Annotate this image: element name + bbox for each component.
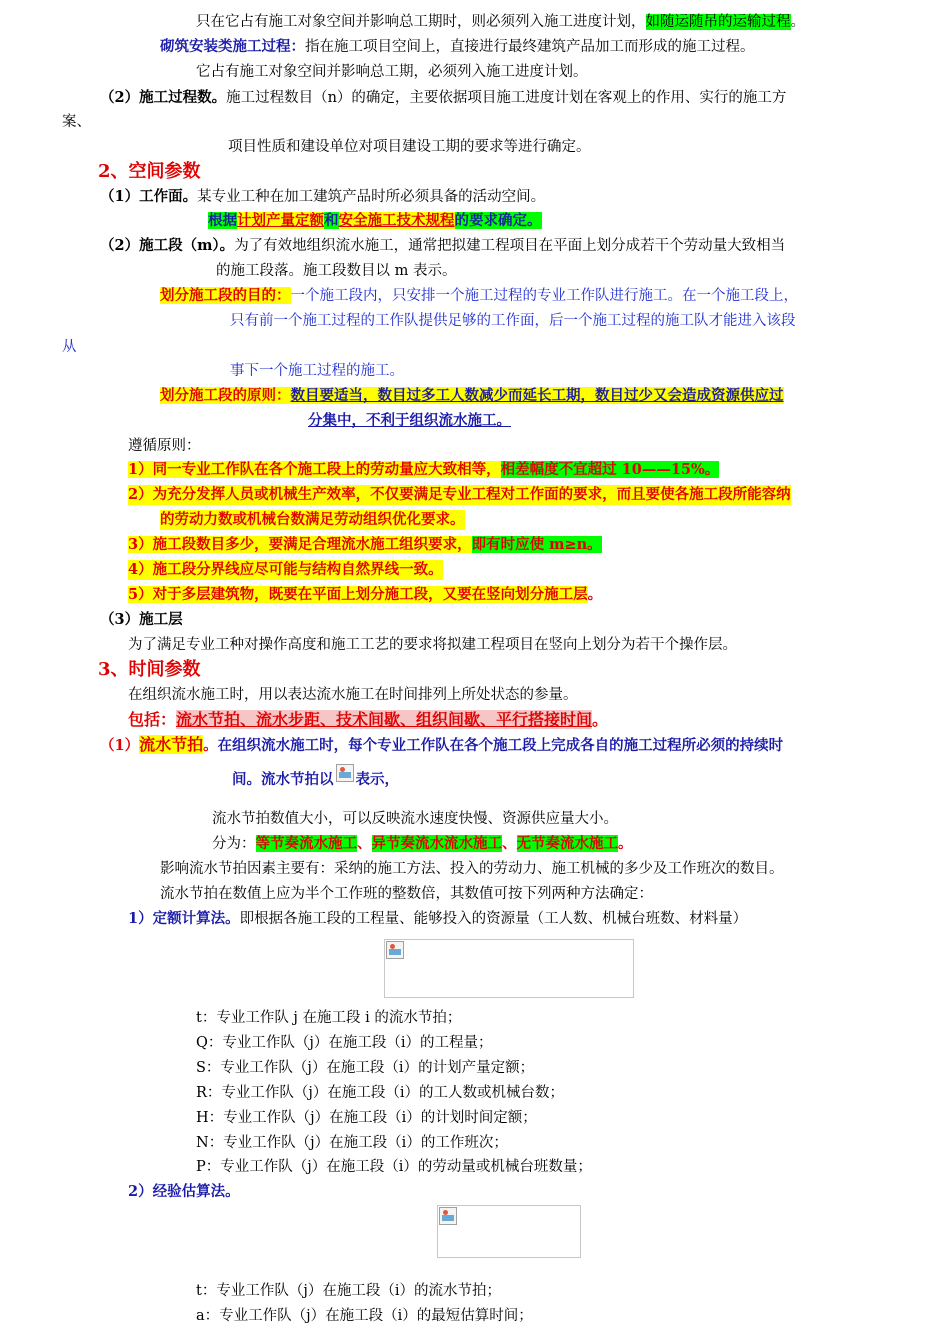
- para-line: （1）工作面。某专业工种在加工建筑产品时所必须具备的活动空间。: [100, 188, 546, 205]
- para-line: 划分施工段的原则：数目要适当，数目过多工人数减少而延长工期，数目过少又会造成资源供应过: [160, 387, 784, 404]
- para-line: 2）经验估算法。: [128, 1183, 240, 1200]
- definition-line: Q：专业工作队（j）在施工段（i）的工程量；: [196, 1035, 493, 1051]
- rule-item: 5）对于多层建筑物，既要在平面上划分施工段，又要在竖向划分施工层。: [128, 586, 603, 603]
- broken-image-icon: [386, 941, 404, 959]
- definition-line: N：专业工作队（j）在施工段（i）的工作班次；: [196, 1135, 508, 1151]
- para-line: 根据计划产量定额和安全施工技术规程的要求确定。: [208, 212, 542, 229]
- para-line: 间。流水节拍以 表示，: [232, 770, 399, 790]
- para-line: 只有前一个施工过程的工作队提供足够的工作面，后一个施工过程的施工队才能进入该段: [230, 313, 796, 329]
- para-line: 事下一个施工过程的施工。: [230, 363, 404, 379]
- formula-image-frame: [437, 1205, 581, 1258]
- para-line: 它占有施工对象空间并影响总工期，必须列入施工进度计划。: [196, 64, 588, 80]
- para-line: 砌筑安装类施工过程：指在施工项目空间上，直接进行最终建筑产品加工而形成的施工过程。: [160, 38, 755, 55]
- para-line: （2）施工过程数。施工过程数目（n）的确定，主要依据项目施工进度计划在客观上的作用、实行的施工方: [100, 89, 787, 106]
- definition-line: S：专业工作队（j）在施工段（i）的计划产量定额；: [196, 1060, 535, 1076]
- para-line: （2）施工段（m）。为了有效地组织流水施工，通常把拟建工程项目在平面上划分成若干个劳动量大致相当: [100, 237, 786, 254]
- para-line: 从: [62, 339, 77, 355]
- rule-item: 2）为充分发挥人员或机械生产效率，不仅要满足专业工程对工作面的要求，而且要使各施工段所能容纳: [128, 486, 791, 503]
- para-line: 只在它占有施工对象空间并影响总工期时，则必须列入施工进度计划，如随运随吊的运输过程。: [196, 14, 805, 30]
- broken-image-icon: [336, 764, 354, 782]
- definition-line: t：专业工作队 j 在施工段 i 的流水节拍；: [196, 1010, 462, 1026]
- para-line: （3）施工层: [100, 611, 183, 628]
- para-line: 在组织流水施工时，用以表达流水施工在时间排列上所处状态的参量。: [128, 687, 578, 703]
- definition-line: H：专业工作队（j）在施工段（i）的计划时间定额；: [196, 1110, 537, 1126]
- definition-line: t：专业工作队（j）在施工段（i）的流水节拍；: [196, 1283, 501, 1299]
- definition-line: R：专业工作队（j）在施工段（i）的工人数或机械台数；: [196, 1085, 565, 1101]
- formula-image: [334, 770, 356, 790]
- para-line: 的施工段落。施工段数目以 m 表示。: [216, 263, 457, 279]
- section-heading: 3、时间参数: [98, 659, 201, 680]
- para-line: 流水节拍在数值上应为半个工作班的整数倍，其数值可按下列两种方法确定：: [160, 886, 653, 902]
- para-line: 遵循原则：: [128, 438, 201, 454]
- broken-image-icon: [439, 1207, 457, 1225]
- rule-item: 3）施工段数目多少，要满足合理流水施工组织要求，即有时应使 m≥n。: [128, 536, 602, 553]
- rule-item: 1）同一专业工作队在各个施工段上的劳动量应大致相等，相差幅度不宜超过 10——15%。: [128, 461, 720, 478]
- para-line: （1）流水节拍。在组织流水施工时，每个专业工作队在各个施工段上完成各自的施工过程所必须的持续时: [100, 735, 784, 754]
- para-line: 划分施工段的目的：一个施工段内，只安排一个施工过程的专业工作队进行施工。在一个施工段上，: [160, 287, 798, 304]
- rule-item: 4）施工段分界线应尽可能与结构自然界线一致。: [128, 561, 443, 578]
- para-line: 分为：等节奏流水施工、异节奏流水流水施工、无节奏流水施工。: [212, 835, 633, 852]
- para-line: 包括：流水节拍、流水步距、技术间歇、组织间歇、平行搭接时间。: [128, 710, 609, 729]
- definition-line: P：专业工作队（j）在施工段（i）的劳动量或机械台班数量；: [196, 1159, 592, 1175]
- para-line: 1）定额计算法。即根据各施工段的工程量、能够投入的资源量（工人数、机械台班数、材料量）: [128, 910, 748, 927]
- para-line: 分集中，不利于组织流水施工。: [308, 412, 511, 429]
- para-line: 为了满足专业工种对操作高度和施工工艺的要求将拟建工程项目在竖向上划分为若干个操作层。: [128, 637, 737, 653]
- para-line: 案、: [62, 114, 91, 130]
- rule-item: 的劳动力数或机械台数满足劳动组织优化要求。: [160, 511, 465, 528]
- para-line: 影响流水节拍因素主要有：采纳的施工方法、投入的劳动力、施工机械的多少及工作班次的数目。: [160, 861, 784, 877]
- para-line: 项目性质和建设单位对项目建设工期的要求等进行确定。: [228, 139, 591, 155]
- para-line: 流水节拍数值大小，可以反映流水速度快慢、资源供应量大小。: [212, 811, 618, 827]
- section-heading: 2、空间参数: [98, 161, 201, 182]
- formula-image-frame: [384, 939, 634, 998]
- definition-line: a：专业工作队（j）在施工段（i）的最短估算时间；: [196, 1308, 533, 1324]
